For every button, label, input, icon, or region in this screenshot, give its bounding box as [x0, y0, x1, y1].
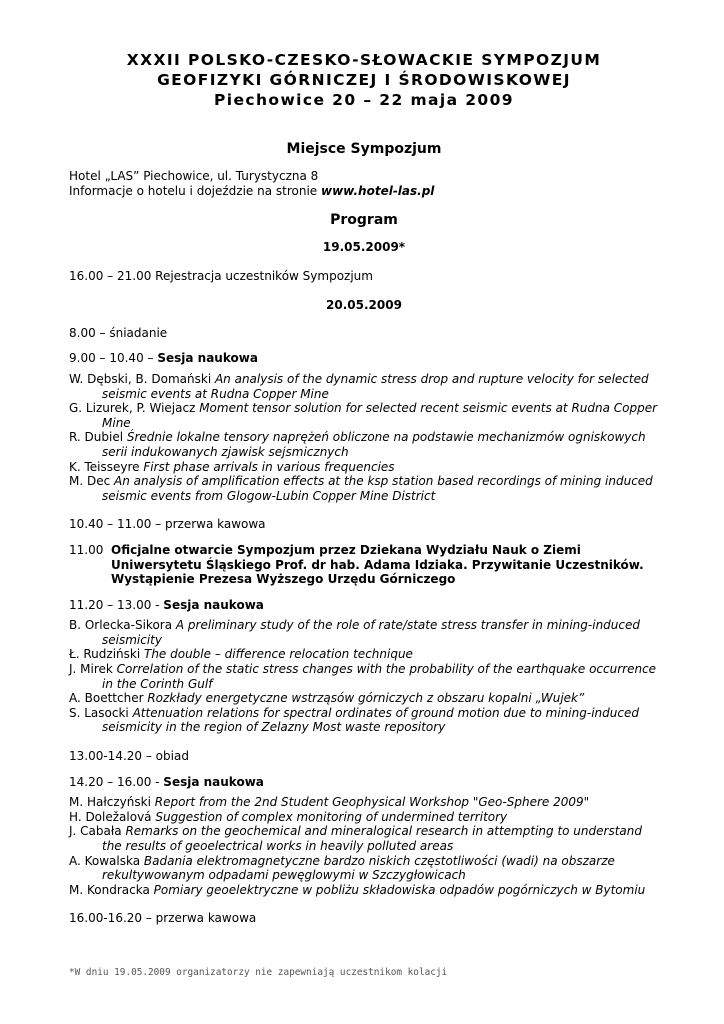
symposium-title	[69, 50, 659, 110]
talk-authors: G. Lizurek, P. Wiejacz	[69, 401, 200, 416]
footnote: *W dniu 19.05.2009 organizatorzy nie zapewniają uczestnikom kolacji	[69, 967, 448, 978]
session1-label: Sesja naukowa	[157, 351, 258, 366]
talk-item	[69, 647, 659, 662]
opening-text: Oficjalne otwarcie Sympozjum przez Dziekana Wydziału Nauk o Ziemi Uniwersytetu Śląskiego Prof. dr hab. Adama Idziaka. Przywitanie Uczestników. Wystąpienie Prezesa Wyższego Urzędu Górniczego	[111, 542, 644, 587]
talk-title: First phase arrivals in various frequencies	[143, 459, 395, 474]
talk-authors: S. Lasocki	[69, 705, 133, 720]
talk-title: An analysis of the dynamic stress drop and rupture velocity for selected seismic events at Rudna Copper Mine	[102, 371, 649, 401]
title-line-1: XXXII POLSKO-CZESKO-SŁOWACKIE SYMPOZJUM	[126, 51, 602, 69]
talk-authors: W. Dębski, B. Domański	[69, 371, 215, 386]
coffee-break-2: 16.00-16.20 – przerwa kawowa	[69, 911, 257, 926]
venue-address: Hotel „LAS” Piechowice, ul. Turystyczna 8	[69, 169, 319, 183]
talk-title: Report from the 2nd Student Geophysical Workshop "Geo-Sphere 2009"	[154, 795, 590, 810]
session1-talks	[69, 372, 659, 503]
opening-ceremony	[69, 543, 659, 587]
title-line-2: GEOFIZYKI GÓRNICZEJ I ŚRODOWISKOWEJ	[157, 71, 571, 89]
venue-info-text: Informacje o hotelu i dojeździe na stronie	[69, 183, 321, 198]
talk-authors: M. Kondracka	[69, 882, 154, 897]
day2-date: 20.05.2009	[326, 297, 402, 312]
talk-item	[69, 460, 659, 475]
session3-heading	[69, 775, 659, 790]
talk-authors: J. Mirek	[69, 662, 117, 677]
talk-authors: Ł. Rudziński	[69, 647, 144, 662]
talk-item	[69, 430, 659, 459]
program-heading: Program	[330, 212, 398, 229]
document-page	[69, 50, 659, 926]
talk-item	[69, 691, 659, 706]
talk-title: An analysis of amplification effects at the ksp station based recordings of mining induced seismic events from Glogow-Lubin Copper Mine District	[102, 474, 653, 503]
talk-title: Średnie lokalne tensory naprężeń obliczone na podstawie mechanizmów ogniskowych serii indukowanych zjawisk sejsmicznych	[102, 430, 646, 459]
talk-title: A preliminary study of the role of rate/state stress transfer in mining-induced seismicity	[102, 618, 640, 647]
talk-title: Attenuation relations for spectral ordinates of ground motion due to mining-induced seismicity in the region of Zelazny Most waste repository	[102, 705, 639, 735]
talk-item	[69, 706, 659, 735]
session2-talks	[69, 618, 659, 735]
talk-item	[69, 372, 659, 401]
session2-heading	[69, 598, 659, 613]
session2-time: 11.20 – 13.00 -	[69, 597, 164, 612]
talk-authors: K. Teisseyre	[69, 459, 144, 474]
talk-title: Correlation of the static stress changes with the probability of the earthquake occurrence in the Corinth Gulf	[102, 662, 657, 691]
opening-time: 11.00	[69, 542, 104, 557]
venue-info	[69, 184, 659, 199]
talk-authors: M. Hałczyński	[69, 795, 155, 810]
talk-title: Suggestion of complex monitoring of undermined territory	[155, 809, 508, 824]
breakfast-item: 8.00 – śniadanie	[69, 325, 168, 340]
talk-item	[69, 854, 659, 883]
talk-item	[69, 810, 659, 825]
talk-authors: M. Dec	[69, 474, 115, 489]
talk-item	[69, 662, 659, 691]
session3-time: 14.20 – 16.00 -	[69, 774, 164, 789]
talk-authors: J. Cabała	[69, 824, 126, 839]
talk-authors: H. Doležalová	[69, 809, 156, 824]
day1-date: 19.05.2009*	[322, 240, 406, 255]
lunch-item: 13.00-14.20 – obiad	[69, 749, 189, 764]
venue-heading: Miejsce Sympozjum	[286, 141, 442, 157]
talk-title: Moment tensor solution for selected recent seismic events at Rudna Copper Mine	[102, 401, 658, 430]
talk-title: Pomiary geoelektryczne w pobliżu składowiska odpadów pogórniczych w Bytomiu	[153, 882, 646, 897]
registration-item: 16.00 – 21.00 Rejestracja uczestników Sympozjum	[69, 269, 373, 284]
session3-talks	[69, 795, 659, 897]
talk-authors: A. Kowalska	[69, 853, 144, 868]
talk-item	[69, 618, 659, 647]
talk-item	[69, 474, 659, 503]
hotel-website-link[interactable]: www.hotel-las.pl	[321, 183, 435, 198]
session1-heading	[69, 351, 659, 366]
talk-item	[69, 883, 659, 898]
talk-authors: R. Dubiel	[69, 430, 127, 445]
talk-item	[69, 795, 659, 810]
session3-label: Sesja naukowa	[163, 774, 264, 789]
talk-title: Badania elektromagnetyczne bardzo niskich częstotliwości (wadi) na obszarze rekultywowanym odpadami pewęglowymi w Szczygłowicach	[102, 853, 615, 883]
talk-item	[69, 824, 659, 853]
talk-authors: B. Orlecka-Sikora	[69, 618, 176, 633]
title-line-3: Piechowice 20 – 22 maja 2009	[214, 91, 514, 109]
coffee-break-1: 10.40 – 11.00 – przerwa kawowa	[69, 517, 266, 532]
talk-authors: A. Boettcher	[69, 691, 148, 706]
talk-title: Remarks on the geochemical and mineralogical research in attempting to understand the results of geoelectrical works in heavily polluted areas	[102, 824, 642, 853]
session2-label: Sesja naukowa	[163, 597, 264, 612]
session1-time: 9.00 – 10.40 –	[69, 351, 158, 366]
talk-title: Rozkłady energetyczne wstrząsów górniczych z obszaru kopalni „Wujek”	[147, 691, 585, 706]
talk-title: The double – difference relocation technique	[143, 647, 413, 662]
talk-item	[69, 401, 659, 430]
